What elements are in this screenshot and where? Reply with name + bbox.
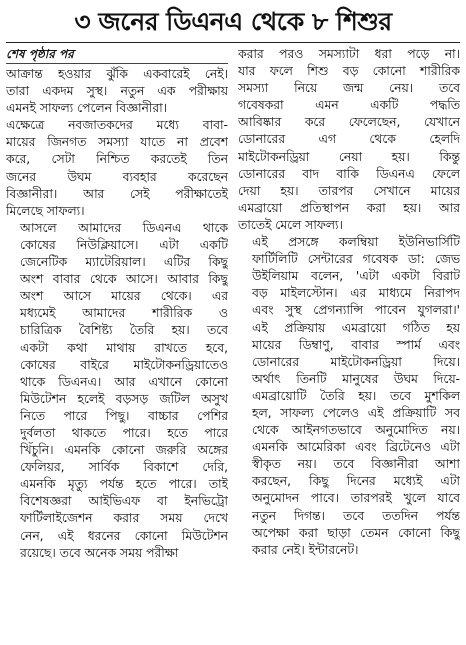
text-line: করার পরও সমস্যাটা ধরা পড়ে না।	[238, 47, 460, 61]
text-line: মধ্যমেই আমাদের শারীরিক ও	[20, 306, 228, 321]
text-line: দেয়া হয়। তারপর সেখানে মায়ের	[238, 183, 460, 198]
text-line: ডোনারের মাইটোকনড্রিয়া দিয়ে।	[252, 354, 460, 369]
text-line: চারিত্রিক বৈশিষ্ট্য তৈরি হয়। তবে	[20, 323, 228, 338]
kicker-divider	[6, 63, 228, 64]
text-line: মিউটেশন হলেই বড়সড় জটিল অসুখ	[20, 391, 228, 406]
text-line: থাকে ডিএনএ। আর এখানে কোনো	[20, 374, 228, 389]
paragraph	[6, 117, 228, 220]
text-line: কোষের নিউক্লিয়াসে। এটা একটি	[20, 237, 228, 252]
paragraph	[238, 234, 460, 559]
left-column	[6, 46, 228, 562]
text-line: ফার্টিলিটি সেন্টারের গবেষক ডা: জেভ	[252, 252, 460, 267]
left-column-text	[6, 66, 228, 562]
text-line: মায়ের ডিম্বাণু, বাবার স্পার্ম এবং	[252, 337, 460, 352]
text-line: মিলেছে সাফল্য।	[6, 203, 85, 218]
text-line: তাতেই মেলে সাফল্য।	[238, 217, 343, 232]
text-line: তারা একদম সুস্থ। নতুন এক পরীক্ষায়	[6, 84, 228, 99]
text-line: সমস্যা নিয়ে জন্ম নেয়। তবে	[238, 81, 460, 96]
text-line: খিঁচুনি। এমনকি কোনো জরুরি অঙ্গের	[20, 443, 228, 458]
text-line: দুর্বলতা থাকতে পারে। হতে পারে	[20, 425, 228, 440]
right-column-text	[238, 46, 460, 559]
text-line: নতুন দিগন্ত। তবে ততদিন পর্যন্ত	[252, 508, 460, 523]
text-line: আসলে আমাদের ডিএনএ থাকে	[20, 220, 228, 235]
text-line: অপেক্ষা করা ছাড়া তেমন কোনো কিছু	[252, 525, 460, 540]
headline-divider	[6, 42, 460, 43]
text-line: এক্ষেত্রে নবজাতকদের মধ্যে বাবা-	[6, 118, 228, 133]
text-line: করে, সেটা নিশ্চিত করতেই তিন	[6, 152, 228, 167]
text-line: এমব্রায়োটি তৈরি হয়। তবে মুশকিল	[252, 388, 460, 403]
text-line: এমনকি মৃত্যু পর্যন্ত হতে পারে। তাই	[20, 477, 228, 492]
paragraph	[6, 66, 228, 117]
text-line: জেনেটিক ম্যাটেরিয়াল। এটির কিছু	[20, 255, 228, 270]
text-line: আক্রান্ত হওয়ার ঝুঁকি একবারেই নেই।	[6, 67, 228, 81]
text-line: বড় মাইলস্টোন। এর মাধ্যমে নিরাপদ	[252, 286, 460, 301]
text-line: কোষের বাইরে মাইটোকনড্রিয়াতেও	[20, 357, 228, 372]
text-line: ডোনারের বাদ বাকি ডিএনএ ফেলে	[238, 166, 460, 181]
text-line: অংশ বাবার থেকে আসে। আবার কিছু	[20, 272, 228, 287]
text-line: ডোনারের এগ থেকে হেলদি	[238, 132, 460, 147]
headline: ৩ জনের ডিএনএ থেকে ৮ শিশুর	[74, 7, 392, 36]
text-line: নিতে পারে পিছু। বাচ্চার পেশির	[20, 408, 228, 423]
text-line: আবিষ্কার করে ফেলেছেন, যেখানে	[238, 115, 460, 130]
text-line: ফার্টিলাইজেশন করার সময় দেখে	[20, 511, 228, 526]
text-line: এবং সুস্থ প্রেগন্যান্সি পাবেন যুগলরা।'	[252, 303, 460, 318]
paragraph	[238, 46, 460, 234]
text-line: অংশ আসে মায়ের থেকে। এর	[20, 289, 228, 304]
continued-from-label: শেষ পৃষ্ঠার পর	[6, 47, 74, 61]
text-line: এমনই সাফল্য পেলেন বিজ্ঞানীরা।	[6, 101, 168, 116]
text-line: অর্থাৎ তিনটি মানুষের উঘম দিয়ে-	[252, 371, 460, 386]
text-line: এই প্রসঙ্গে কলম্বিয়া ইউনিভার্সিটি	[252, 235, 460, 250]
text-line: এমনকি আমেরিকা এবং ব্রিটেনেও এটা	[252, 440, 460, 455]
text-line: মায়ের জিনগত সমস্যা যাতে না প্রবেশ	[6, 135, 228, 150]
text-line: এমব্রায়ো প্রতিস্থাপন করা হয়। আর	[238, 200, 460, 215]
text-line: করার নেই। ইন্টারনেট।	[252, 542, 359, 557]
text-line: একটা কথা মাথায় রাখতে হবে,	[20, 340, 228, 355]
text-line: রয়েছে। তবে অনেক সময় পরীক্ষা	[20, 545, 179, 560]
text-line: নেন, এই ধরনের কোনো মিউটেশন	[20, 528, 228, 543]
text-line: ফেলিয়র, সার্বিক বিকাশে দেরি,	[20, 460, 228, 475]
paragraph	[6, 220, 228, 562]
text-line: উইলিয়াম বলেন, 'এটা একটা বিরাট	[252, 269, 460, 284]
text-line: গবেষকরা এমন একটি পদ্ধতি	[238, 98, 460, 113]
text-line: জনের উঘম ব্যবহার করেছেন	[6, 169, 228, 184]
text-line: বিজ্ঞানীরা। আর সেই পরীক্ষাতেই	[6, 186, 228, 201]
text-line: হল, সাফল্য পেলেও এই প্রক্রিয়াটি সব	[252, 405, 460, 420]
text-line: বিশেষজ্ঞরা আইভিএফ বা ইনভিট্রো	[20, 494, 228, 509]
text-line: করছেন, কিছু দিনের মধ্যেই এটা	[252, 474, 460, 489]
text-line: মাইটোকনড্রিয়া নেয়া হয়। কিন্তু	[238, 149, 460, 164]
article-body	[6, 46, 460, 562]
text-line: থেকে আইনগতভাবে অনুমোদিত নয়।	[252, 423, 460, 438]
text-line: এই প্রক্রিয়ায় এমব্রায়ো গঠিত হয়	[252, 320, 460, 335]
text-line: স্বীকৃত নয়। তবে বিজ্ঞানীরা আশা	[252, 457, 460, 472]
right-column	[238, 46, 460, 562]
text-line: অনুমোদন পাবে। তারপরই খুলে যাবে	[252, 491, 460, 506]
text-line: যার ফলে শিশু বড় কোনো শারীরিক	[238, 64, 460, 79]
